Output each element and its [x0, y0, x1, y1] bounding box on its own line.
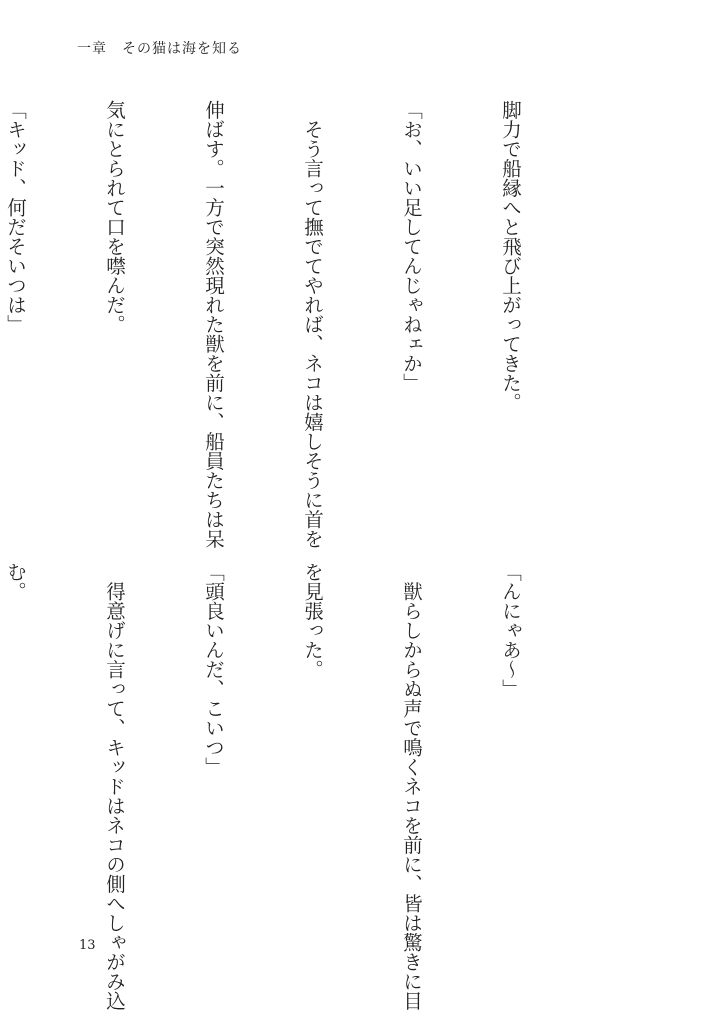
text-line: 伸ばす。一方で突然現れた獣を前に、船員たちは呆	[202, 100, 225, 549]
text-line: を見張った。	[301, 562, 324, 679]
page-number: 13	[79, 938, 96, 953]
running-head: 一章 その猫は海を知る	[77, 41, 242, 57]
upper-text-block	[0, 100, 593, 549]
text-line: 「頭良いんだ、こいつ」	[202, 562, 225, 777]
text-line: 「キッド、何だそいつは」	[4, 100, 27, 334]
text-line: 獣らしからぬ声で鳴くネコを前に、皆は驚きに目	[400, 562, 423, 1011]
text-line: 気にとられて口を噤んだ。	[103, 100, 126, 334]
text-line: 「んにゃあ〜」	[499, 562, 522, 699]
text-line: 脚力で船縁へと飛び上がってきた。	[499, 100, 522, 412]
text-line: そう言って撫でてやれば、ネコは嬉しそうに首を	[301, 100, 324, 549]
text-line: む。	[4, 562, 27, 601]
text-line: 得意げに言って、キッドはネコの側へしゃがみ込	[103, 562, 126, 1011]
text-line: 「お、いい足してんじゃねェか」	[400, 100, 423, 393]
